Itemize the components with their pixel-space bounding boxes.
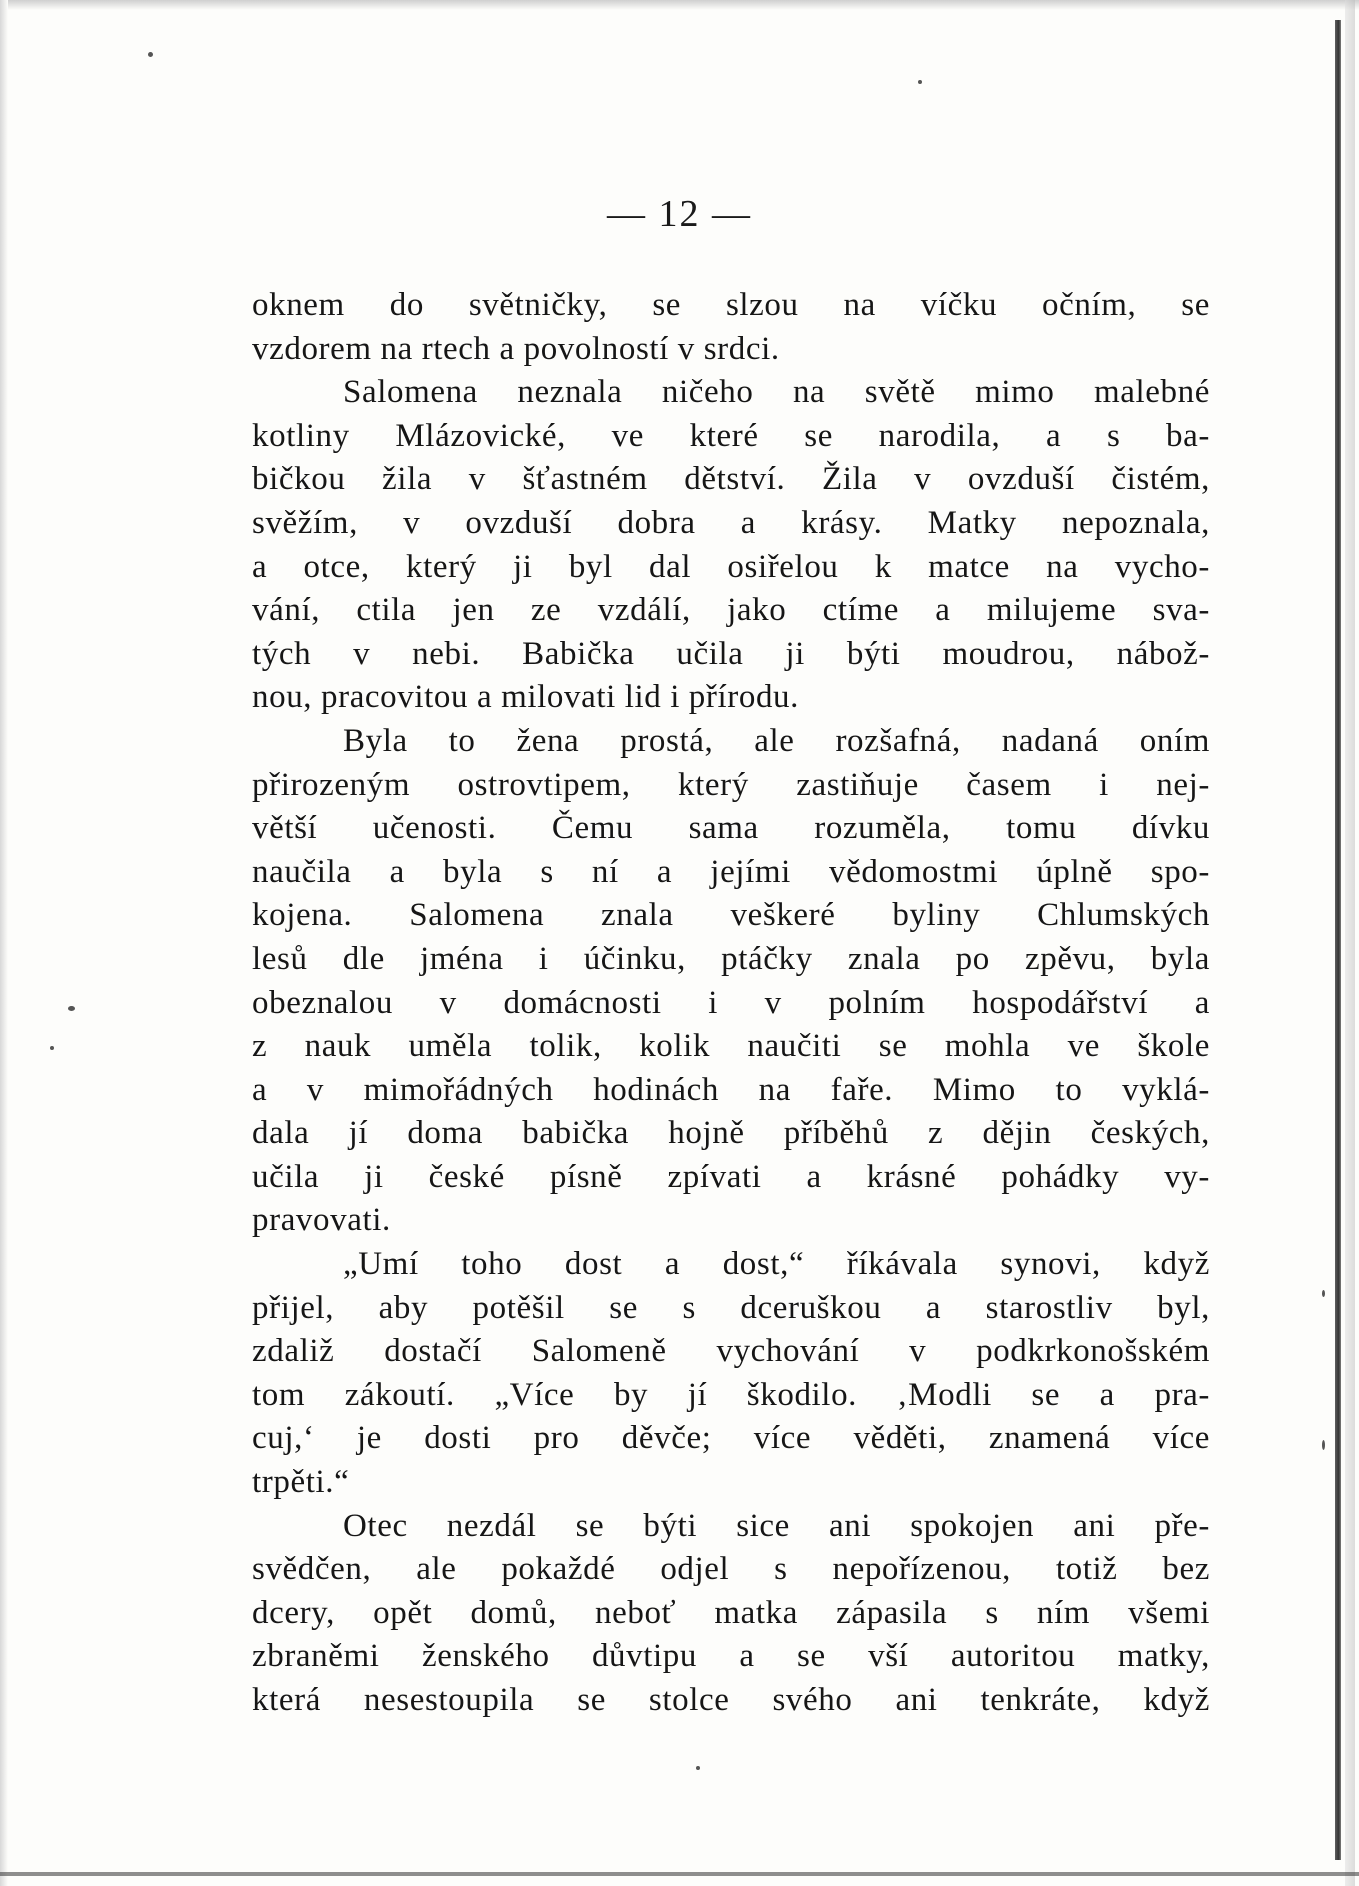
scan-speck: [696, 1766, 700, 1770]
text-line: učila ji české písně zpívati a krásné pohádky vy-: [252, 1158, 1210, 1195]
text-line: cuj,‘ je dosti pro děvče; více věděti, znamená více: [252, 1420, 1210, 1457]
text-line: a otce, který ji byl dal osiřelou k matce na vycho-: [252, 548, 1210, 585]
text-line: naučila a byla s ní a jejími vědomostmi úplně spo-: [252, 853, 1210, 890]
page-top-edge: [0, 0, 1359, 10]
scan-speck: [918, 80, 922, 84]
scan-speck: [148, 52, 153, 57]
scan-speck: [1322, 1440, 1325, 1450]
text-line: tom zákoutí. „Více by jí škodilo. ‚Modli se a pra-: [252, 1376, 1210, 1413]
text-line: nou, pracovitou a milovati lid i přírodu.: [252, 679, 800, 716]
page-number: — 12 —: [607, 193, 752, 235]
scan-speck: [68, 1006, 75, 1011]
text-line: větší učenosti. Čemu sama rozuměla, tomu dívku: [252, 810, 1210, 847]
text-line: přirozeným ostrovtipem, který zastiňuje časem i nej-: [252, 766, 1210, 803]
text-line: vzdorem na rtech a povolností v srdci.: [252, 330, 780, 367]
text-line: vání, ctila jen ze vzdálí, jako ctíme a milujeme sva-: [252, 592, 1210, 629]
text-line: zdaliž dostačí Salomeně vychování v podkrkonošském: [252, 1333, 1210, 1370]
text-line: která nesestoupila se stolce svého ani tenkráte, když: [252, 1682, 1210, 1718]
text-line: dcery, opět domů, neboť matka zápasila s ním všemi: [252, 1594, 1210, 1631]
text-line: lesů dle jména i účinku, ptáčky znala po zpěvu, byla: [252, 940, 1210, 977]
body-text: [252, 284, 1210, 1723]
scan-speck: [50, 1046, 54, 1050]
page-bottom-edge: [0, 1872, 1359, 1876]
text-line: trpěti.“: [252, 1464, 350, 1501]
scan-speck: [1322, 1290, 1325, 1297]
page-left-edge: [0, 0, 8, 1886]
text-line: Otec nezdál se býti sice ani spokojen ani pře-: [343, 1507, 1210, 1544]
text-line: svěžím, v ovzduší dobra a krásy. Matky nepoznala,: [252, 504, 1210, 541]
text-line: svědčen, ale pokaždé odjel s nepořízenou, totiž bez: [252, 1551, 1210, 1588]
text-line: zbraněmi ženského důvtipu a se vší autoritou matky,: [252, 1638, 1210, 1675]
text-line: Salomena neznala ničeho na světě mimo malebné: [343, 374, 1210, 411]
text-line: Byla to žena prostá, ale rozšafná, nadaná oním: [343, 722, 1210, 759]
page-right-margin-shadow: [1345, 0, 1355, 1886]
text-line: pravovati.: [252, 1202, 391, 1239]
text-line: kojena. Salomena znala veškeré byliny Chlumských: [252, 897, 1210, 934]
text-line: oknem do světničky, se slzou na víčku očním, se: [252, 287, 1210, 323]
text-line: a v mimořádných hodinách na faře. Mimo to vyklá-: [252, 1071, 1210, 1108]
text-line: přijel, aby potěšil se s dceruškou a starostliv byl,: [252, 1289, 1210, 1326]
text-line: z nauk uměla tolik, kolik naučiti se mohla ve škole: [252, 1028, 1210, 1065]
text-line: kotliny Mlázovické, ve které se narodila, a s ba-: [252, 417, 1210, 454]
text-line: bičkou žila v šťastném dětství. Žila v ovzduší čistém,: [252, 461, 1210, 498]
text-line: dala jí doma babička hojně příběhů z dějin českých,: [252, 1115, 1210, 1152]
page-right-edge: [1335, 20, 1341, 1860]
text-line: „Umí toho dost a dost,“ říkávala synovi, když: [343, 1246, 1210, 1283]
text-line: obeznalou v domácnosti i v polním hospodářství a: [252, 984, 1210, 1021]
text-line: tých v nebi. Babička učila ji býti moudrou, nábož-: [252, 635, 1210, 672]
